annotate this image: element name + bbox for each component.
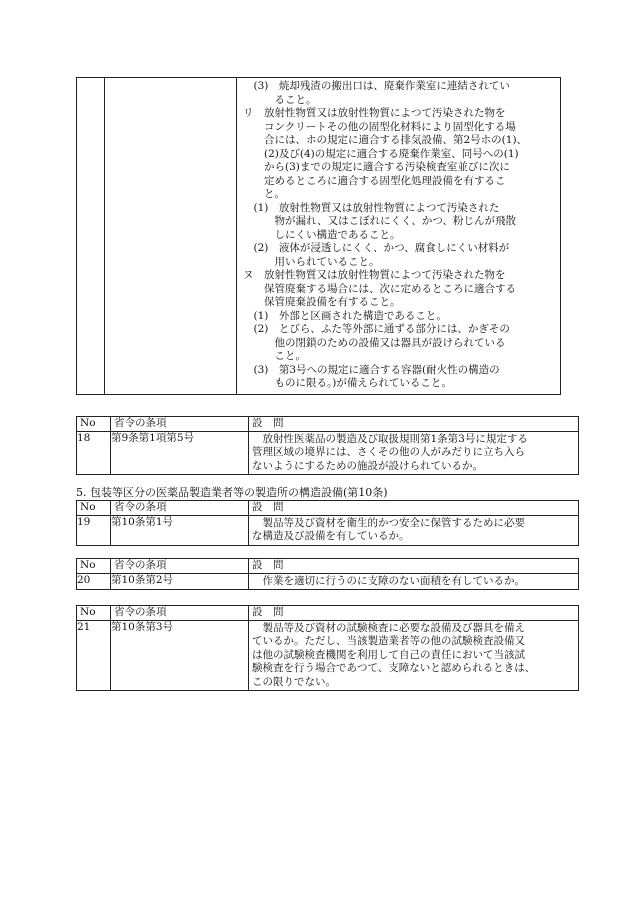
row-question [249, 431, 579, 475]
cont-article-cell [105, 78, 237, 395]
row-question-text [249, 574, 578, 590]
row-question [249, 573, 579, 590]
row-no: 19 [77, 515, 111, 545]
continuation-line: (3) 第3号への規定に適合する容器(耐火性の構造の [243, 363, 500, 376]
continuation-line: と。 [243, 188, 285, 200]
question-line: 作業を適切に行うのに支障のない面積を有しているか。 [262, 574, 525, 587]
question-line: は他の試験検査機関を利用して自己の責任において当該試 [252, 648, 525, 661]
cont-no-cell [77, 78, 105, 395]
row-article: 第10条第3号 [111, 620, 249, 691]
question-table-18 [76, 416, 579, 475]
row-article: 第10条第2号 [111, 573, 249, 590]
row-no: 20 [77, 573, 111, 590]
continuation-line: 用いられていること。 [243, 255, 380, 268]
continuation-line: (1) 外部と区画された構造であること。 [243, 309, 447, 322]
question-line: 放射性医薬品の製造及び取扱規則第1条第3号に規定する [262, 432, 528, 445]
table-row [77, 431, 579, 475]
section-5-title: 5. 包装等区分の医薬品製造業者等の製造所の構造設備(第10条) [76, 486, 388, 499]
table-row [77, 573, 579, 590]
cont-question-cell [237, 78, 561, 395]
row-question-text [249, 432, 578, 475]
question-line: 製品等及び資材の試験検査に必要な設備及び器具を備え [262, 621, 525, 634]
table-row [77, 515, 579, 545]
header-article: 省令の条項 [111, 417, 249, 432]
continuation-line: リ 放射性物質又は放射性物質によつて汚染された物を [243, 107, 506, 119]
continuation-line: (2) とびら、ふた等外部に通ずる部分には、かぎその [243, 323, 510, 335]
header-no: No [77, 559, 111, 574]
question-table-21 [76, 605, 579, 691]
continuation-line: (2)及び(4)の規定に適合する廃棄作業室、同号への(1) [243, 147, 519, 160]
header-article: 省令の条項 [111, 501, 249, 516]
continuation-line: 保管廃棄設備を有すること。 [243, 296, 401, 308]
header-question: 設 問 [249, 606, 579, 621]
header-no: No [77, 606, 111, 621]
header-article: 省令の条項 [111, 559, 249, 574]
question-line: 管理区域の境界には、さくその他の人がみだりに立ち入ら [252, 446, 525, 458]
continuation-line: 合には、ホの規定に適合する排気設備、第2号ホの(1)、 [243, 134, 528, 146]
continuation-line: ヌ 放射性物質又は放射性物質によつて汚染された物を [243, 269, 506, 281]
continuation-table [76, 77, 561, 395]
row-question-text [249, 621, 578, 691]
row-no: 18 [77, 431, 111, 475]
header-question: 設 問 [249, 501, 579, 516]
question-line: な構造及び設備を有しているか。 [252, 530, 410, 542]
header-no: No [77, 501, 111, 516]
continuation-line: ものに限る。)が備えられていること。 [243, 377, 452, 389]
header-question: 設 問 [249, 417, 579, 432]
continuation-line: 他の閉鎖のための設備又は器具が設けられている [243, 336, 506, 349]
header-article: 省令の条項 [111, 606, 249, 621]
header-question: 設 問 [249, 559, 579, 574]
question-line: 験検査を行う場合であつて、支障ないと認められるときは、 [252, 662, 536, 674]
continuation-line: こと。 [243, 350, 306, 362]
question-line: この限りでない。 [252, 675, 336, 688]
continuation-line: 定めるところに適合する固型化処理設備を有するこ [243, 174, 506, 187]
question-table-19 [76, 500, 579, 546]
row-no: 21 [77, 620, 111, 691]
continuation-line: しにくい構造であること。 [243, 228, 401, 241]
continuation-line: (3) 焼却残渣の搬出口は、廃棄作業室に連結されてい [243, 80, 510, 92]
question-line: ないようにするための施設が設けられているか。 [252, 459, 483, 472]
row-article: 第10条第1号 [111, 515, 249, 545]
question-table-20 [76, 558, 579, 590]
question-line: 製品等及び資材を衛生的かつ安全に保管するために必要 [262, 516, 525, 529]
continuation-line: 物が漏れ、又はこぼれにくく、かつ、粉じんが飛散 [243, 215, 516, 227]
table-row [77, 620, 579, 691]
row-question-text [249, 516, 578, 545]
continuation-line: (2) 液体が浸透しにくく、かつ、腐食しにくい材料が [243, 242, 510, 254]
continuation-line: コンクリートその他の固型化材料により固型化する場 [243, 120, 516, 133]
row-question [249, 620, 579, 691]
continuation-line: ること。 [243, 93, 317, 106]
continuation-text [237, 78, 560, 391]
continuation-line: 保管廃棄する場合には、次に定めるところに適合する [243, 282, 516, 295]
continuation-line: から(3)までの規定に適合する汚染検査室並びに次に [243, 161, 510, 173]
row-question [249, 515, 579, 545]
continuation-line: (1) 放射性物質又は放射性物質によつて汚染された [243, 201, 500, 214]
header-no: No [77, 417, 111, 432]
question-line: ているか。ただし、当該製造業者等の他の試験検査設備又 [252, 635, 525, 647]
row-article: 第9条第1項第5号 [111, 431, 249, 475]
